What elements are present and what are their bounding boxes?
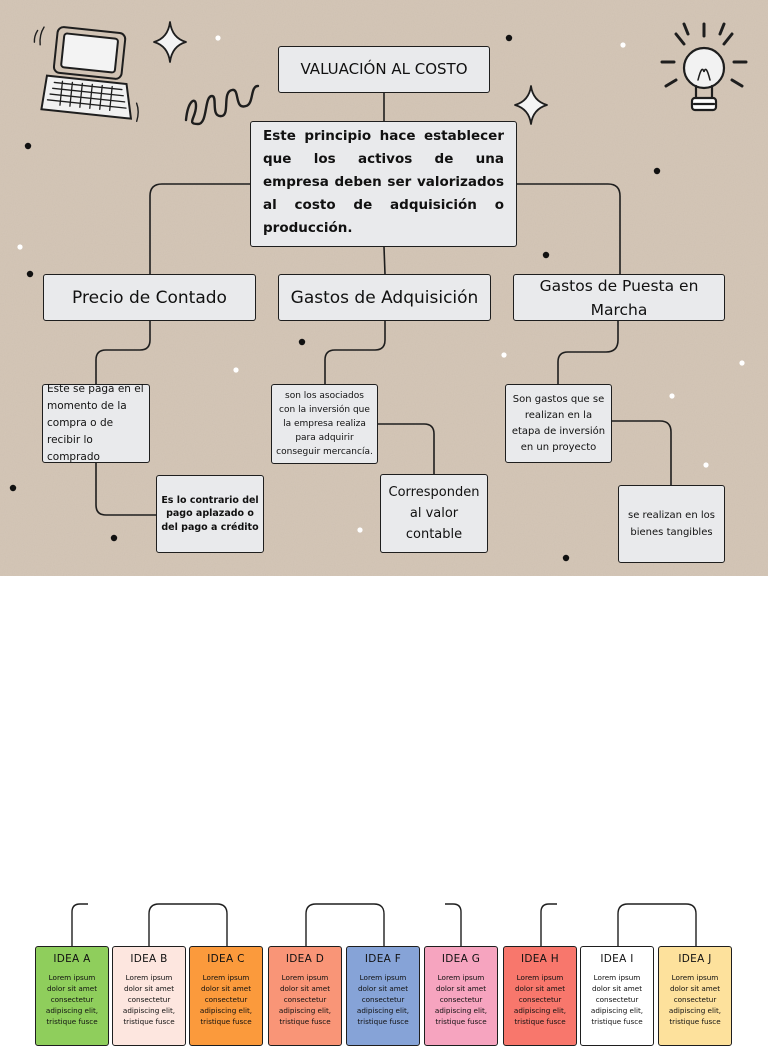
category-gastos-de-adquisicion: Gastos de Adquisición — [278, 274, 491, 321]
category-gastos-de-puesta-en-marcha: Gastos de Puesta en Marcha — [513, 274, 725, 321]
principle-text: Este principio hace establecer que los activos de una empresa deben ser valorizados al costo de adquisición o producción. — [250, 121, 517, 247]
adquisicion-description: son los asociados con la inversión que la empresa realiza para adquirir conseguir mercancía. — [271, 384, 378, 464]
idea-body: Lorem ipsum dolor sit amet consectetur adipiscing elit, tristique fusce — [668, 973, 722, 1026]
idea-card — [189, 946, 263, 1046]
idea-body: Lorem ipsum dolor sit amet consectetur adipiscing elit, tristique fusce — [513, 973, 567, 1026]
idea-template-strip — [0, 890, 768, 1024]
idea-title: IDEA D — [285, 953, 325, 965]
idea-body: Lorem ipsum dolor sit amet consectetur adipiscing elit, tristique fusce — [356, 973, 410, 1026]
idea-card — [346, 946, 420, 1046]
idea-body: Lorem ipsum dolor sit amet consectetur adipiscing elit, tristique fusce — [590, 973, 644, 1026]
idea-card — [424, 946, 498, 1046]
idea-body: Lorem ipsum dolor sit amet consectetur adipiscing elit, tristique fusce — [122, 973, 176, 1026]
precio-note: Es lo contrario del pago aplazado o del pago a crédito — [156, 475, 264, 553]
idea-card — [268, 946, 342, 1046]
idea-title: IDEA J — [678, 953, 712, 965]
idea-card — [658, 946, 732, 1046]
idea-body: Lorem ipsum dolor sit amet consectetur adipiscing elit, tristique fusce — [434, 973, 488, 1026]
idea-title: IDEA G — [441, 953, 481, 965]
idea-card — [35, 946, 109, 1046]
idea-body: Lorem ipsum dolor sit amet consectetur adipiscing elit, tristique fusce — [278, 973, 332, 1026]
precio-description: Este se paga en el momento de la compra o de recibir lo comprado — [42, 384, 150, 463]
adquisicion-note: Corresponden al valor contable — [380, 474, 488, 553]
idea-title: IDEA F — [364, 953, 402, 965]
puesta-note: se realizan en los bienes tangibles — [618, 485, 725, 563]
idea-title: IDEA C — [207, 953, 245, 965]
idea-title: IDEA H — [520, 953, 560, 965]
puesta-description: Son gastos que se realizan en la etapa de inversión en un proyecto — [505, 384, 612, 463]
connector-to-adquisicion — [384, 247, 385, 274]
idea-card — [580, 946, 654, 1046]
idea-title: IDEA I — [600, 953, 634, 965]
category-precio-de-contado: Precio de Contado — [43, 274, 256, 321]
idea-title: IDEA B — [130, 953, 168, 965]
idea-body: Lorem ipsum dolor sit amet consectetur adipiscing elit, tristique fusce — [45, 973, 99, 1026]
idea-title: IDEA A — [53, 953, 91, 965]
map-title: VALUACIÓN AL COSTO — [278, 46, 490, 93]
idea-body: Lorem ipsum dolor sit amet consectetur adipiscing elit, tristique fusce — [199, 973, 253, 1026]
idea-card — [112, 946, 186, 1046]
idea-card — [503, 946, 577, 1046]
